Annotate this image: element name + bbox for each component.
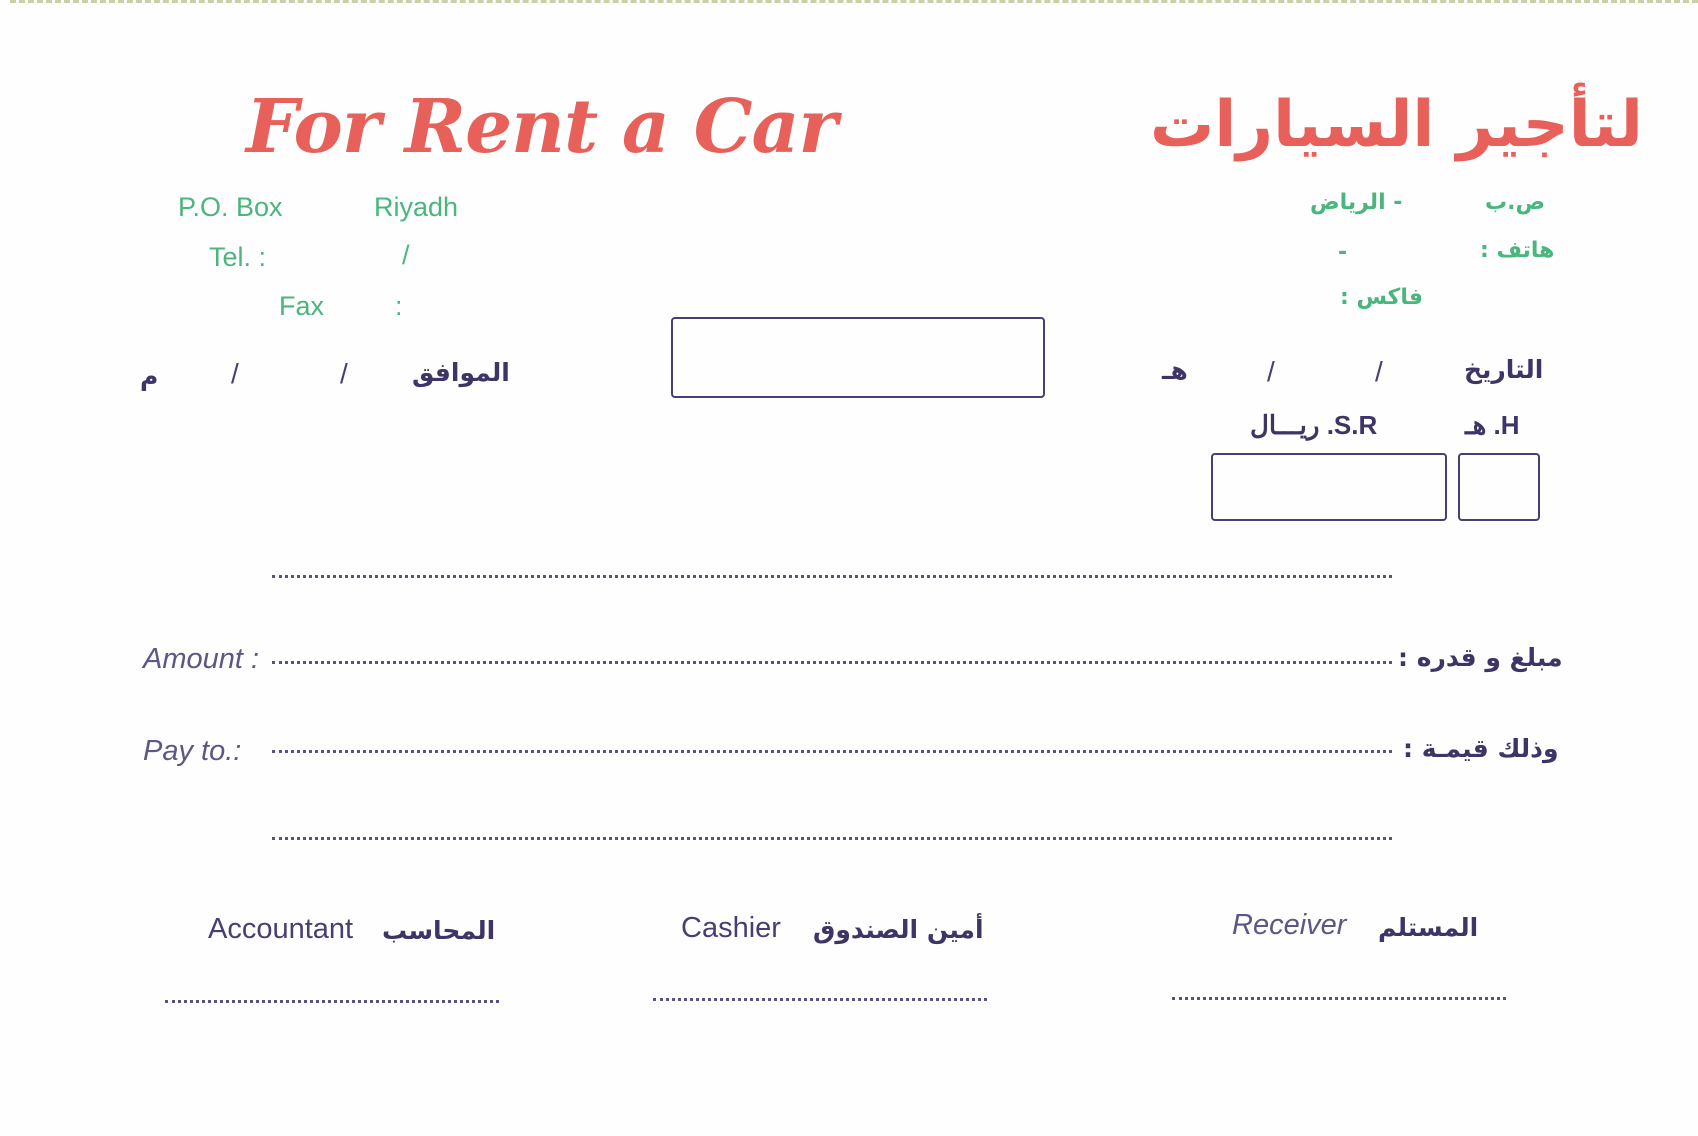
cashier-label: Cashier [681,912,781,944]
voucher-number-box[interactable] [671,317,1045,398]
accountant-label: Accountant [208,913,354,945]
city-label-arabic: - الرياض [1310,190,1403,215]
fax-colon: : [395,291,403,321]
tel-label: Tel. : [209,242,267,272]
receiver-label: Receiver [1232,909,1347,941]
gregorian-date-separator: / [340,358,348,389]
perforation-edge [10,0,1698,6]
accountant-signature-line[interactable] [165,1000,499,1003]
amount-label: Amount : [143,643,260,675]
gregorian-date-suffix: م [140,362,159,391]
receiver-label-arabic: المستلم [1378,913,1479,942]
tel-label-arabic: هاتف : [1480,238,1555,263]
halala-amount-box[interactable] [1458,453,1540,521]
gregorian-date-separator: / [231,358,239,389]
riyal-label: ريـــال .S.R [1250,410,1378,440]
company-logo-arabic: لتأجير السيارات [1150,88,1643,162]
accountant-label-arabic: المحاسب [382,916,496,945]
city-label: Riyadh [374,192,459,222]
description-line[interactable] [272,575,1392,578]
amount-label-arabic: مبلغ و قدره : [1398,643,1563,672]
company-logo-english: For Rent a Car [246,84,837,170]
tel-separator-arabic: - [1338,240,1348,265]
hijri-date-suffix: هـ [1162,356,1188,385]
riyal-amount-box[interactable] [1211,453,1447,521]
po-box-label-arabic: ص.ب [1485,190,1546,215]
hijri-date-separator: / [1267,356,1275,387]
halala-label: هـ .H [1465,410,1520,440]
pay-to-label-arabic: وذلك قيمـة : [1403,734,1559,763]
pay-to-label: Pay to.: [143,735,242,767]
pay-to-line[interactable] [272,750,1392,753]
hijri-date-separator: / [1375,356,1383,387]
receiver-signature-line[interactable] [1172,997,1506,1000]
po-box-label: P.O. Box [178,192,283,222]
fax-label-arabic: فاكس : [1340,285,1424,310]
amount-line[interactable] [272,661,1392,664]
cashier-signature-line[interactable] [653,998,987,1001]
tel-separator: / [402,240,410,270]
pay-to-continuation-line[interactable] [272,837,1392,840]
hijri-date-label: التاريخ [1464,355,1544,384]
cashier-label-arabic: أمين الصندوق [813,915,984,944]
gregorian-date-label: الموافق [412,358,510,387]
fax-label: Fax [279,291,325,321]
